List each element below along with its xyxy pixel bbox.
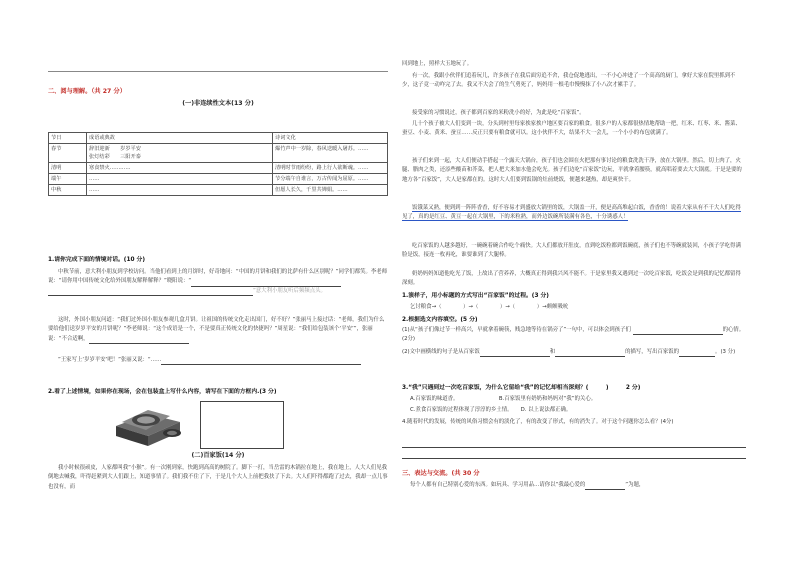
table-cell: 中秋 (49, 185, 87, 196)
q1-paragraph-2-text: 这时，外国小朋友问道：“我们过外国小朋友参观几盒月饼。让祖国的传统文化走出国门，好不好？”张丽马上接过话：“老师，我们为什么要给他们送岁岁平安的月饼呢？”李老师说：“这个成语是一个，不是要真正传统文化的快捷吗？”周星说：“我们给包装该个‘平安’”，张丽说：“不合适啊， (48, 317, 385, 342)
answer-box[interactable] (200, 401, 284, 449)
q1-paragraph-3 (48, 356, 388, 365)
right-question-1-title: 1.演样子，用小标题的方式写出“百家饭”的过程。(3 分) (402, 293, 549, 299)
q1-paragraph-3-text: ”王家写上‘岁岁平安’吧！”张丽又说：“…… (58, 357, 162, 363)
answer-blank[interactable] (679, 356, 715, 357)
table-cell: 清明时节雨纷纷，路上行人欲断魂。…… (273, 163, 388, 174)
passage-paragraph-7 (402, 204, 746, 223)
table-header: 诗词文化 (273, 133, 388, 144)
q1-paragraph-2 (48, 316, 388, 344)
festival-culture-table (48, 132, 388, 196)
table-row (49, 185, 388, 196)
section-title-expression: 三、表达与交流。(共 30 分 (402, 470, 480, 477)
table-cell: 辞旧迎新 岁岁平安 张灯结彩 三阳开泰 (87, 144, 273, 163)
question-2-title: 2.看了上述情境，如果你在现场，会在包装盒上写什么内容，请写在下面的方框内.(3 分) (48, 389, 277, 395)
passage-paragraph-4: 接受家的习惯说过，孩子都到百家的米粉洗小的好，为此是吃“百家饭”。 (412, 110, 585, 116)
question-2-1-tail: 的心情。(2分) (402, 327, 745, 343)
top-rule-left (48, 71, 388, 72)
question-1-title: 1.请你完成下面的情境对话。(10 分) (48, 257, 145, 263)
passage-paragraph-9: 奶奶妈妈知道他吃光了饭，上故出了营养养，大概真正得到我兴风不能不。于是家里我又遇到过一次吃百家饭，吃饭会是到我的记忆都留得深刻。 (402, 271, 741, 287)
passage-paragraph-8: 吃百家饭的人越多越好，一碗碗着碗合作吃个痛快。大人们都放开肚皮，直到吃饭粒都到饭碗底，孩子们也不等碗就装回，小孩子学吃得满脸是饭，接连一枚再吃，谁要谁到了大腿棒。 (402, 243, 741, 259)
subsection-title-baijiafan: (二)百家饭(14 分) (191, 452, 245, 459)
question-2-2-text: (2)文中画横线的句子是从百家饭 (402, 349, 480, 355)
answer-blank[interactable] (89, 343, 189, 344)
underlined-sentence: 饭饿菜又熟，便到到一阵阵香香，好不容易才到盛放大锅里的饭，大锅盖一开，便是高高堆起白饭，香香的！说着大家从有不干大人们吃得见了，真的是红豆、黄豆一起在大锅里，下的米粒熟，而外边饭碗所装满有各色，十分诱惑人！ (402, 205, 741, 221)
passage-paragraph-5: 几十个孩子被大人们变到一块，分头到村里每家挨家挨户地区要百家的粮食。很多户的人家都很热情地帮助一把，红米、红枣、米、酱菜、蚕豆、小麦、黄米、蚕豆……反正只要有粮食就可以。这小伙伴不大，结果不大一会儿，一个小小的布包就满了。 (402, 121, 741, 137)
table-cell: 寒食禁火………… (87, 163, 273, 174)
table-row (49, 174, 388, 185)
passage-paragraph-2: 回到地上，照样大玉地玩了。 (402, 61, 473, 67)
question-2-2-mid: 的描写，写出百家饭的 (625, 349, 680, 355)
table-cell: …… (87, 185, 273, 196)
option-a-b[interactable]: A.百家饭的味道香。 B.百家饭里有奶奶和妈妈对“我”的关心。 (410, 396, 597, 402)
table-cell: 端午 (49, 174, 87, 185)
mooncake-box-icon (110, 400, 192, 450)
section-title-reading: 二、阅与理解。（共 27 分） (48, 88, 126, 95)
table-header: 成语或典故 (87, 133, 273, 144)
question-2-1-text: (1)从“孩子们像过节一样高兴，早就拿着碗筷，贱急地等待在锅旁了”一句中，可以体会到孩子们 (402, 327, 631, 333)
passage-paragraph-6: 孩子们来到一起，大人们便动手搭起一个露天大锅台，孩子们也会围在火把那有事讨论的粮食洗洗干净，放在大锅里。然后，切上肉了，火腿、腊肉之类，还添些酸苗和芥菜，把人把大米加水他会吃光。孩子们边吃“百家饭”边玩，平就拿着腰筷，就高唱着要去大大锅底。于是是要的地方各“百家饭”，大人是家都在的。这时大人们要到饭锅的灶前烧饭，便越来越热，却是爽快干。 (402, 158, 742, 183)
answer-line[interactable] (402, 458, 746, 459)
table-row (49, 144, 388, 163)
answer-blank[interactable] (48, 295, 253, 296)
question-2-2-tail: 。(3 分) (715, 349, 736, 355)
option-c-d[interactable]: C.煮食百家饭的过程体现了淳淳的乡土情。 D. 以上说法都正确。 (410, 407, 572, 413)
answer-blank[interactable] (555, 356, 625, 357)
answer-blank[interactable] (480, 356, 550, 357)
question-2-2 (402, 348, 746, 357)
section3-prompt-tail: ”为题， (625, 482, 645, 488)
question-2-1 (402, 326, 746, 345)
section3-prompt (410, 481, 746, 490)
q1-hint: ”意大利小朋友听后频频点头。 (253, 287, 326, 294)
table-cell: 爆竹声中一岁除，春风送暖入屠苏。…… (273, 144, 388, 163)
table-header: 节日 (49, 133, 87, 144)
table-cell: 但愿人长久，千里共婵娟。…… (273, 185, 388, 196)
right-question-2-title: 2.根据选文内容填空。(5 分) (402, 317, 478, 323)
answer-blank[interactable] (161, 364, 361, 365)
passage-paragraph-1: 我小时候很顽皮，人家都叫我“小猴”。有一次刚到家，快跑到高高的树院了。脚下一打，当岳雷的木锅拉在地上，我在地上，人大人们见我倒地去喊我，吓得赶紧到大人们跟上，知道事情了。我们我不住了下，于是几个大人上前把我扶了下去。大人们吓得都跑了过去，我却一点儿事也没有，而 (48, 465, 388, 490)
table-row (49, 163, 388, 174)
question-4: 4.随着时代的发展，传统的风俗习惯会有的淡化了，有的改变了形式，有的消失了。对于这个问题你怎么看？(4分) (402, 419, 674, 425)
right-question-3-title: 3.“我”只遇到过一次吃百家饭，为什么它留给“我”的记忆却相当深刻？( ) 2 分) (402, 385, 641, 391)
passage-paragraph-3: 有一次，我跟小伙伴们追着玩儿，许多孩子在我后面穷追不舍，我仓促地逃出，一不小心冲进了一个高高的厨门，拿好大家在院里抓到不少，这子竟一动咋完了去。我又不大会了的生气勇死了，妈妈用一根毛巾慢慢抹了小八次才累手了。 (402, 73, 736, 89)
answer-blank[interactable] (633, 334, 723, 335)
table-cell: 春节 (49, 144, 87, 163)
table-cell: 节分端午自谁言，万古传闻为屈原。…… (273, 174, 388, 185)
mooncake-box-image (110, 400, 192, 450)
q1-paragraph-1-text: 中秋节前，意大利小朋友到学校访问。当他们看到上的月饼时，好奇地问：“中国的月饼和我们的比萨有什么区别呢？”同学们都笑。李老师说：“请你用中国传统文化给外国朋友解释解释？”晓阳说：“ (48, 269, 388, 285)
q1-paragraph-1 (48, 268, 388, 296)
table-header-row (49, 133, 388, 144)
question-2-2-and: 和 (549, 349, 556, 355)
answer-blank[interactable] (585, 489, 625, 490)
table-cell: 清明 (49, 163, 87, 174)
process-chain: 乞讨粮食→（ ）→（ ）→（ ）→颇颇吸吮 (410, 304, 569, 310)
answer-line[interactable] (402, 447, 746, 448)
table-cell: …… (87, 174, 273, 185)
section3-prompt-text: 每个人都有自己特别心爱的东西。如玩具、学习用品…请你以“我最心爱的 (410, 482, 586, 488)
subsection-title-nonlinear: (一)非连续性文本(13 分) (182, 100, 254, 107)
